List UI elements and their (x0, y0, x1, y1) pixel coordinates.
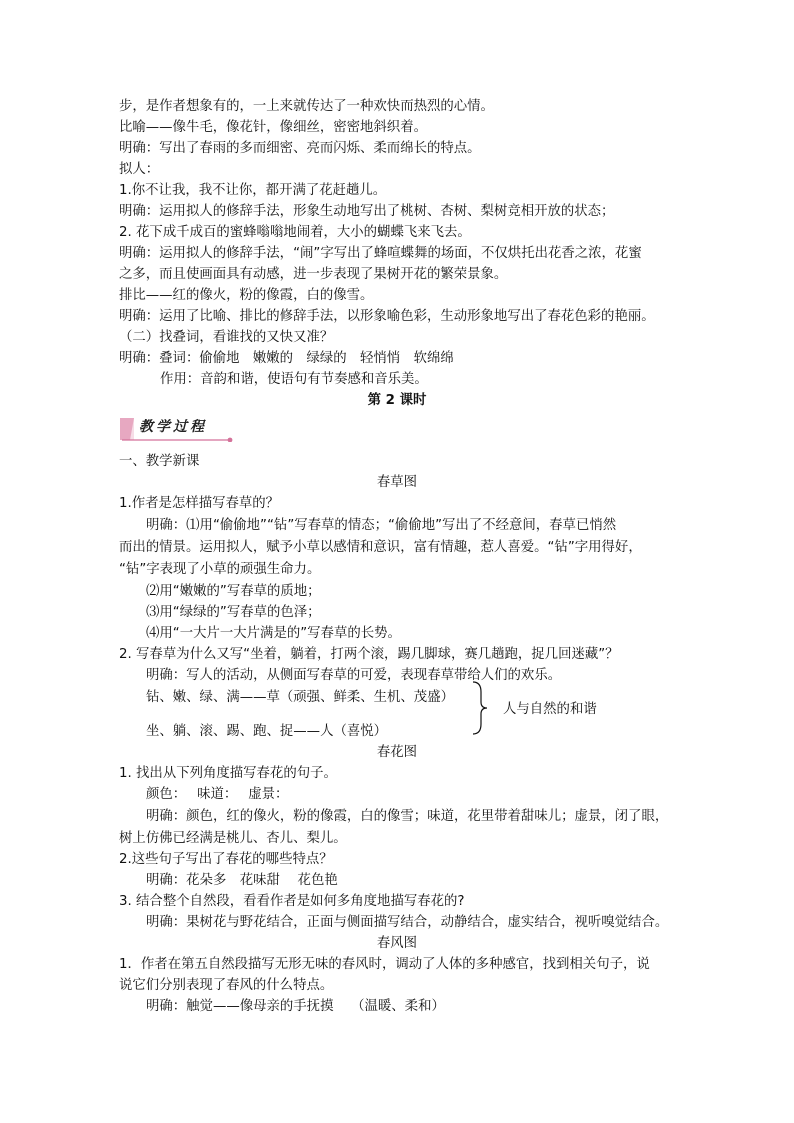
summary-conclusion: 人与自然的和谐 (503, 702, 597, 717)
question-line: 1.作者是怎样描写春草的？ (119, 496, 280, 511)
section-heading: 一、教学新课 (119, 454, 200, 469)
subsection-title: 春花图 (376, 745, 418, 760)
text-line: 明确：花朵多 花味甜 花色艳 (146, 873, 338, 888)
text-line: 1.你不让我，我不让你，都开满了花赶趟儿。 (119, 183, 387, 198)
text-line: 明确：运用了比喻、排比的修辞手法，以形象喻色彩，生动形象地写出了春花色彩的艳丽。 (119, 309, 655, 324)
summary-line: 坐、躺、滚、踢、跑、捉——人（喜悦） (146, 724, 388, 739)
text-line: 明确：颜色，红的像火，粉的像霞，白的像雪；味道，花里带着甜味儿；虚景，闭了眼， (146, 809, 669, 824)
question-line: 1．作者在第五自然段描写无形无味的春风时，调动了人体的多种感官，找到相关句子，说 (119, 957, 650, 972)
subsection-title: 春草图 (376, 475, 418, 490)
text-line: 明确：写人的活动，从侧面写春草的可爱，表现春草带给人们的欢乐。 (146, 668, 562, 683)
text-line: 颜色： 味道： 虚景： (146, 787, 289, 802)
text-line: 明确：叠词：偷偷地 嫩嫩的 绿绿的 轻悄悄 软绵绵 (119, 351, 454, 366)
text-line: 而出的情景。运用拟人，赋予小草以感情和意识，富有情趣，惹人喜爱。“钻”字用得好， (119, 540, 642, 555)
text-line: 明确：运用拟人的修辞手法，“闹”字写出了蜂喧蝶舞的场面，不仅烘托出花香之浓，花蜜 (119, 246, 642, 261)
text-line: ⑶用“绿绿的”写春草的色泽； (146, 605, 321, 620)
lesson-title: 第 2 课时 (367, 393, 427, 408)
text-line: 步，是作者想象有的，一上来就传达了一种欢快而热烈的心情。 (119, 99, 494, 114)
text-line: ⑵用“嫩嫩的”写春草的质地； (146, 584, 321, 599)
text-line: 明确：触觉——像母亲的手抚摸 （温暖、柔和） (146, 999, 445, 1014)
banner-title: 教学过程 (139, 419, 207, 435)
text-line: 2. 花下成千成百的蜜蜂嗡嗡地闹着，大小的蝴蝶飞来飞去。 (119, 225, 471, 240)
text-line: ⑷用“一大片一大片满是的”写春草的长势。 (146, 626, 401, 641)
text-line: 排比——红的像火，粉的像霞，白的像雪。 (119, 288, 374, 303)
text-line: 树上仿佛已经满是桃儿、杏儿、梨儿。 (119, 831, 347, 846)
text-line: 说它们分别表现了春风的什么特点。 (119, 978, 334, 993)
text-line: 比喻——像牛毛，像花针，像细丝，密密地斜织着。 (119, 120, 427, 135)
section-heading: （二）找叠词，看谁找的又快又准？ (119, 330, 334, 345)
text-line: “钻”字表现了小草的顽强生命力。 (119, 562, 321, 577)
text-line: 之多，而且使画面具有动感，进一步表现了果树开花的繁荣景象。 (119, 267, 508, 282)
brace-icon (470, 680, 490, 736)
question-line: 2. 写春草为什么又写“坐着，躺着，打两个滚，踢几脚球，赛几趟跑，捉几回迷藏”？ (119, 647, 619, 662)
text-line: 明确：写出了春雨的多而细密、亮而闪烁、柔而绵长的特点。 (119, 141, 481, 156)
subsection-title: 春风图 (376, 936, 418, 951)
text-line: 明确：果树花与野花结合，正面与侧面描写结合，动静结合，虚实结合，视听嗅觉结合。 (146, 915, 669, 930)
summary-line: 钻、嫩、绿、满——草（顽强、鲜柔、生机、茂盛） (146, 690, 454, 705)
question-line: 2.这些句子写出了春花的哪些特点？ (119, 852, 333, 867)
text-line: 明确：运用拟人的修辞手法，形象生动地写出了桃树、杏树、梨树竞相开放的状态； (119, 204, 615, 219)
text-line: 明确：⑴用“偷偷地”“钻”写春草的情态；“偷偷地”写出了不经意间，春草已悄然 (146, 518, 617, 533)
text-line: 拟人： (119, 162, 160, 177)
text-line: 作用：音韵和谐，使语句有节奏感和音乐美。 (160, 372, 428, 387)
question-line: 1. 找出从下列角度描写春花的句子。 (119, 766, 337, 781)
question-line: 3. 结合整个自然段，看看作者是如何多角度地描写春花的? (119, 894, 465, 909)
